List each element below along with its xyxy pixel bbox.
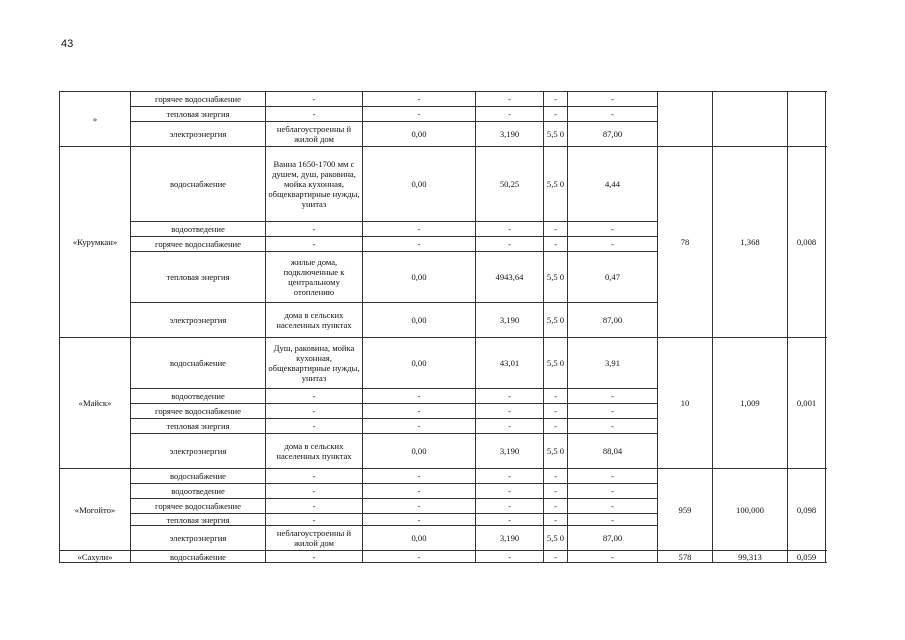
value-cell: - [544, 514, 568, 526]
service-name: тепловая энергия [131, 419, 266, 434]
consumer-category: дома в сельских населенных пунктах [266, 434, 363, 469]
value-cell: - [476, 404, 544, 419]
value-cell: 0,00 [363, 338, 476, 389]
tariff-table [59, 91, 826, 563]
consumer-category: - [266, 419, 363, 434]
consumer-category: Душ, раковина, мойка кухонная, общеквартирные нужды, унитаз [266, 338, 363, 389]
total-cell: 10 [658, 338, 713, 469]
value-cell: - [476, 514, 544, 526]
value-cell: 87,00 [568, 526, 658, 551]
value-cell: - [476, 92, 544, 107]
value-cell: 0,00 [363, 252, 476, 303]
value-cell: 5,5 0 [544, 122, 568, 147]
value-cell: - [363, 419, 476, 434]
fraction-cell: 0,001 [788, 338, 826, 469]
value-cell: - [363, 469, 476, 484]
settlement-name: «Курумкан» [60, 147, 131, 338]
value-cell: - [476, 237, 544, 252]
consumer-category: - [266, 107, 363, 122]
value-cell: 87,00 [568, 122, 658, 147]
value-cell: - [363, 551, 476, 563]
value-cell: 5,5 0 [544, 303, 568, 338]
value-cell: - [363, 92, 476, 107]
value-cell: - [476, 107, 544, 122]
consumer-category: - [266, 499, 363, 514]
total-cell [658, 92, 713, 147]
value-cell: - [544, 404, 568, 419]
value-cell: 5,5 0 [544, 338, 568, 389]
consumer-category: неблагоустроенны й жилой дом [266, 526, 363, 551]
value-cell: 5,5 0 [544, 526, 568, 551]
consumer-category: - [266, 469, 363, 484]
table-row [60, 551, 826, 563]
value-cell: - [544, 551, 568, 563]
service-name: тепловая энергия [131, 107, 266, 122]
value-cell: - [363, 404, 476, 419]
service-name: водоотведение [131, 222, 266, 237]
value-cell: - [363, 499, 476, 514]
value-cell: 5,5 0 [544, 434, 568, 469]
value-cell: 3,190 [476, 122, 544, 147]
value-cell: - [568, 92, 658, 107]
service-name: водоотведение [131, 484, 266, 499]
value-cell: - [476, 469, 544, 484]
value-cell: - [476, 389, 544, 404]
consumer-category: дома в сельских населенных пунктах [266, 303, 363, 338]
value-cell: 3,190 [476, 526, 544, 551]
share-cell: 1,368 [713, 147, 788, 338]
consumer-category: - [266, 484, 363, 499]
value-cell: 0,47 [568, 252, 658, 303]
value-cell: - [544, 107, 568, 122]
service-name: электроэнергия [131, 434, 266, 469]
value-cell: 0,00 [363, 303, 476, 338]
value-cell: - [363, 107, 476, 122]
service-name: водоснабжение [131, 469, 266, 484]
value-cell: - [544, 419, 568, 434]
service-name: горячее водоснабжение [131, 404, 266, 419]
service-name: тепловая энергия [131, 252, 266, 303]
table-row [60, 469, 826, 484]
value-cell: - [363, 514, 476, 526]
total-cell: 78 [658, 147, 713, 338]
table-row [60, 338, 826, 389]
service-name: горячее водоснабжение [131, 237, 266, 252]
value-cell: - [476, 222, 544, 237]
value-cell: - [568, 404, 658, 419]
value-cell: - [544, 92, 568, 107]
consumer-category: жилые дома, подключенные к центральному отоплению [266, 252, 363, 303]
page-number: 43 [61, 38, 74, 50]
value-cell: 4,44 [568, 147, 658, 222]
value-cell: - [568, 222, 658, 237]
consumer-category: - [266, 389, 363, 404]
table-row [60, 147, 826, 222]
value-cell: - [476, 419, 544, 434]
service-name: тепловая энергия [131, 514, 266, 526]
service-name: электроэнергия [131, 303, 266, 338]
service-name: водоснабжение [131, 338, 266, 389]
service-name: водоснабжение [131, 551, 266, 563]
service-name: электроэнергия [131, 122, 266, 147]
value-cell: 3,190 [476, 434, 544, 469]
share-cell: 99,313 [713, 551, 788, 563]
value-cell: - [568, 419, 658, 434]
value-cell: 3,190 [476, 303, 544, 338]
value-cell: 87,00 [568, 303, 658, 338]
service-name: электроэнергия [131, 526, 266, 551]
value-cell: - [476, 499, 544, 514]
settlement-name: «Сахули» [60, 551, 131, 563]
value-cell: - [568, 551, 658, 563]
value-cell: 5,5 0 [544, 147, 568, 222]
consumer-category: - [266, 551, 363, 563]
value-cell: - [363, 484, 476, 499]
service-name: горячее водоснабжение [131, 92, 266, 107]
consumer-category: Ванна 1650-1700 мм с душем, душ, раковина, мойка кухонная, общеквартирные нужды, унитаз [266, 147, 363, 222]
fraction-cell: 0,098 [788, 469, 826, 551]
total-cell: 578 [658, 551, 713, 563]
value-cell: 3,91 [568, 338, 658, 389]
service-name: горячее водоснабжение [131, 499, 266, 514]
value-cell: - [476, 551, 544, 563]
value-cell: - [544, 484, 568, 499]
value-cell: - [568, 469, 658, 484]
consumer-category: - [266, 222, 363, 237]
consumer-category: - [266, 514, 363, 526]
share-cell: 100,000 [713, 469, 788, 551]
value-cell: - [568, 237, 658, 252]
consumer-category: неблагоустроенны й жилой дом [266, 122, 363, 147]
settlement-name: » [60, 92, 131, 147]
value-cell: - [363, 222, 476, 237]
value-cell: - [544, 499, 568, 514]
settlement-name: «Могойто» [60, 469, 131, 551]
value-cell: - [568, 107, 658, 122]
settlement-name: «Майск» [60, 338, 131, 469]
value-cell: - [363, 237, 476, 252]
value-cell: - [363, 389, 476, 404]
value-cell: - [544, 469, 568, 484]
value-cell: 88,04 [568, 434, 658, 469]
service-name: водоотведение [131, 389, 266, 404]
consumer-category: - [266, 237, 363, 252]
value-cell: - [568, 499, 658, 514]
consumer-category: - [266, 404, 363, 419]
value-cell: 50,25 [476, 147, 544, 222]
value-cell: 0,00 [363, 147, 476, 222]
share-cell [713, 92, 788, 147]
value-cell: - [568, 484, 658, 499]
value-cell: - [544, 237, 568, 252]
value-cell: - [568, 514, 658, 526]
fraction-cell [788, 92, 826, 147]
value-cell: 0,00 [363, 122, 476, 147]
share-cell: 1,009 [713, 338, 788, 469]
value-cell: - [544, 222, 568, 237]
service-name: водоснабжение [131, 147, 266, 222]
fraction-cell: 0,008 [788, 147, 826, 338]
value-cell: 4943,64 [476, 252, 544, 303]
value-cell: - [568, 389, 658, 404]
fraction-cell: 0,059 [788, 551, 826, 563]
value-cell: - [476, 484, 544, 499]
consumer-category: - [266, 92, 363, 107]
value-cell: 0,00 [363, 526, 476, 551]
value-cell: 0,00 [363, 434, 476, 469]
value-cell: 5,5 0 [544, 252, 568, 303]
table-row [60, 92, 826, 107]
value-cell: - [544, 389, 568, 404]
value-cell: 43,01 [476, 338, 544, 389]
total-cell: 959 [658, 469, 713, 551]
